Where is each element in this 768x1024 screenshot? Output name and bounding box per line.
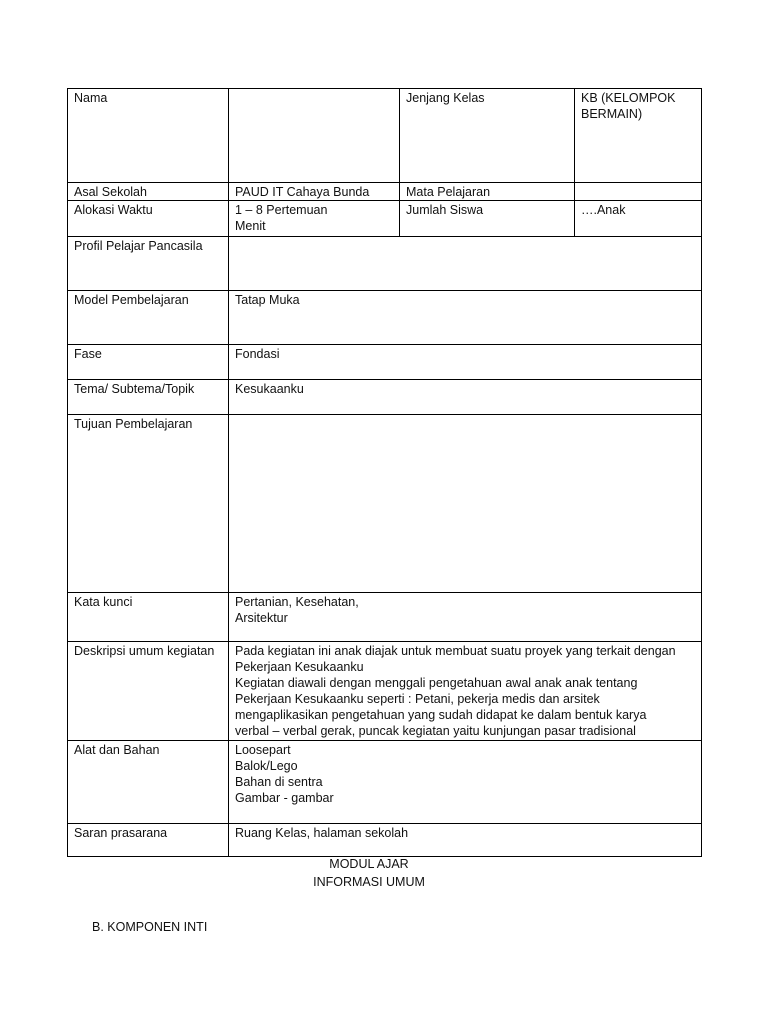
label-saran-prasarana: Saran prasarana bbox=[68, 824, 229, 857]
row-deskripsi-kegiatan bbox=[68, 642, 702, 741]
value-fase: Fondasi bbox=[229, 345, 702, 380]
label-asal-sekolah: Asal Sekolah bbox=[68, 183, 229, 201]
label-mata-pelajaran: Mata Pelajaran bbox=[400, 183, 575, 201]
row-kata-kunci bbox=[68, 593, 702, 642]
row-asal-sekolah bbox=[68, 183, 702, 201]
label-model-pembelajaran: Model Pembelajaran bbox=[68, 291, 229, 345]
label-fase: Fase bbox=[68, 345, 229, 380]
label-tujuan-pembelajaran: Tujuan Pembelajaran bbox=[68, 415, 229, 593]
value-mata-pelajaran bbox=[575, 183, 702, 201]
value-asal-sekolah: PAUD IT Cahaya Bunda bbox=[229, 183, 400, 201]
value-kata-kunci: Pertanian, Kesehatan, Arsitektur bbox=[229, 593, 702, 642]
label-deskripsi-kegiatan: Deskripsi umum kegiatan bbox=[68, 642, 229, 741]
label-alat-bahan: Alat dan Bahan bbox=[68, 741, 229, 824]
value-alokasi-waktu: 1 – 8 Pertemuan Menit bbox=[229, 201, 400, 237]
row-model-pembelajaran bbox=[68, 291, 702, 345]
label-kata-kunci: Kata kunci bbox=[68, 593, 229, 642]
label-alokasi-waktu: Alokasi Waktu bbox=[68, 201, 229, 237]
value-saran-prasarana: Ruang Kelas, halaman sekolah bbox=[229, 824, 702, 857]
value-tema: Kesukaanku bbox=[229, 380, 702, 415]
value-jumlah-siswa: ….Anak bbox=[575, 201, 702, 237]
row-alat-bahan bbox=[68, 741, 702, 824]
row-profil-pelajar bbox=[68, 237, 702, 291]
informasi-umum-table bbox=[67, 88, 702, 857]
value-profil-pelajar bbox=[229, 237, 702, 291]
caption-informasi-umum: INFORMASI UMUM bbox=[313, 875, 425, 889]
row-tujuan-pembelajaran bbox=[68, 415, 702, 593]
value-nama bbox=[229, 89, 400, 183]
row-alokasi-waktu bbox=[68, 201, 702, 237]
row-fase bbox=[68, 345, 702, 380]
value-jenjang-kelas: KB (KELOMPOK BERMAIN) bbox=[575, 89, 702, 183]
value-model-pembelajaran: Tatap Muka bbox=[229, 291, 702, 345]
caption-modul-ajar: MODUL AJAR bbox=[329, 857, 409, 871]
value-tujuan-pembelajaran bbox=[229, 415, 702, 593]
row-tema bbox=[68, 380, 702, 415]
row-saran-prasarana bbox=[68, 824, 702, 857]
value-alat-bahan: Loosepart Balok/Lego Bahan di sentra Gambar - gambar bbox=[229, 741, 702, 824]
value-deskripsi-kegiatan: Pada kegiatan ini anak diajak untuk membuat suatu proyek yang terkait dengan Pekerjaan Kesukaanku Kegiatan diawali dengan menggali pengetahuan awal anak anak tentang Pekerjaan Kesukaanku seperti : Petani, pekerja medis dan arsitek mengaplikasikan pengetahuan yang sudah didapat ke dalam bentuk karya verbal – verbal gerak, puncak kegiatan yaitu kunjungan pasar tradisional bbox=[229, 642, 702, 741]
label-tema: Tema/ Subtema/Topik bbox=[68, 380, 229, 415]
row-nama bbox=[68, 89, 702, 183]
section-heading-komponen-inti: B. KOMPONEN INTI bbox=[92, 920, 208, 934]
label-nama: Nama bbox=[68, 89, 229, 183]
label-profil-pelajar: Profil Pelajar Pancasila bbox=[68, 237, 229, 291]
label-jumlah-siswa: Jumlah Siswa bbox=[400, 201, 575, 237]
label-jenjang-kelas: Jenjang Kelas bbox=[400, 89, 575, 183]
